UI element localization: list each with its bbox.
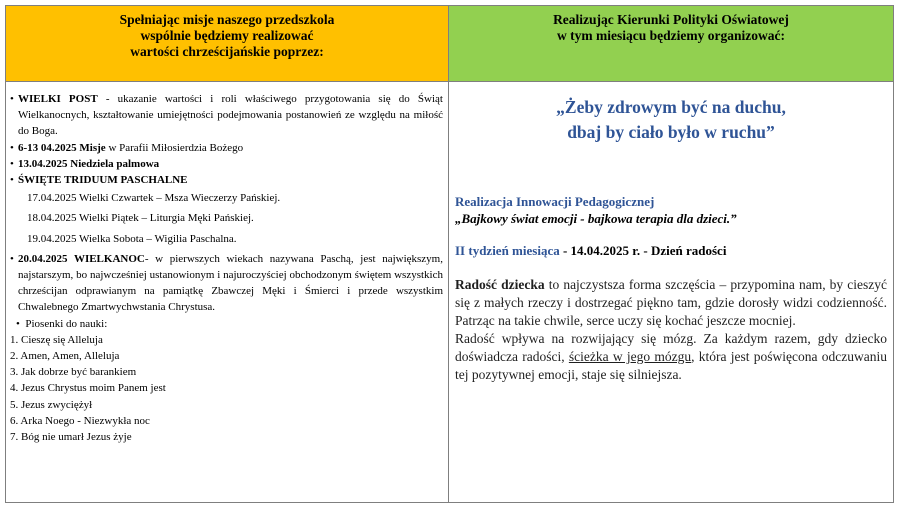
missions-text: w Parafii Miłosierdzia Bożego	[105, 141, 244, 154]
week-heading	[455, 242, 887, 259]
brain-text-b: , która jest poświęcona odczuwaniu tej pozytywnej emocji, staje się silniejsza.	[455, 349, 887, 382]
document-page	[5, 5, 893, 503]
slogan-line: „Żeby zdrowym być na duchu,	[556, 97, 786, 117]
palm-sunday-title: 13.04.2025 Niedziela palmowa	[18, 157, 160, 170]
brain-path-underlined: ścieżka w jego mózgu	[568, 349, 692, 364]
right-header-line: Realizując Kierunki Polityki Oświatowej	[553, 12, 789, 27]
brain-text-a: Radość wpływa na rozwijający się mózg. Za każdym razem, gdy dziecko doświadcza radości,	[455, 331, 887, 364]
list-item-palm-sunday	[10, 156, 443, 172]
song-item: 2. Amen, Amen, Alleluja	[10, 350, 120, 363]
left-header-line: wartości chrześcijańskie poprzez:	[130, 44, 324, 59]
joy-text: to najczystsza forma szczęścia – przypomina nam, by cieszyć się z małych rzeczy i dostrzegać piękno tam, gdzie dorosły widzi codzienność. Patrząc na takie chwile, serce uczy się kochać jeszcze mocniej.	[455, 277, 888, 328]
list-item-triduum	[10, 172, 443, 188]
list-item-missions	[10, 140, 443, 156]
triduum-day: 19.04.2025 Wielka Sobota – Wigilia Paschalna.	[27, 232, 237, 245]
joy-term: Radość dziecka	[455, 277, 545, 292]
innovation-title: Realizacja Innowacji Pedagogicznej	[455, 194, 655, 209]
left-body-cell	[6, 82, 449, 503]
week-label: II tydzień miesiąca	[455, 243, 560, 258]
song-item: 7. Bóg nie umarł Jezus żyje	[10, 431, 132, 444]
lent-text: - ukazanie wartości i roli właściwego przygotowania się do Świąt Wielkanocnych, kształtowanie umiejętności podejmowania postanowień ze względu na miłość do Boga.	[18, 93, 443, 138]
song-item: 1. Cieszę się Alleluja	[10, 333, 103, 346]
song-item: 5. Jezus zwyciężył	[10, 398, 93, 411]
song-item: 6. Arka Noego - Niezwykła noc	[10, 414, 150, 427]
paragraph-joy	[455, 276, 887, 330]
bullet-icon: •	[10, 174, 14, 187]
list-item-lent	[10, 91, 443, 140]
bullet-icon: •	[10, 141, 14, 154]
song-item: 3. Jak dobrze być barankiem	[10, 366, 137, 379]
week-date: - 14.04.2025 r. -	[559, 243, 651, 258]
songs-header	[10, 316, 443, 332]
song-item: 4. Jezus Chrystus moim Panem jest	[10, 382, 166, 395]
slogan	[455, 95, 887, 145]
week-topic: Dzień radości	[650, 243, 727, 258]
lent-title: WIELKI POST	[18, 93, 98, 105]
bullet-icon: •	[10, 252, 14, 265]
bullet-icon: •	[16, 317, 20, 330]
right-header-cell	[449, 6, 894, 82]
triduum-day: 18.04.2025 Wielki Piątek – Liturgia Męki Pańskiej.	[27, 212, 254, 225]
layout-table	[5, 5, 894, 503]
list-item-easter	[10, 251, 443, 316]
bullet-icon: •	[10, 93, 14, 105]
paragraph-brain	[455, 330, 887, 384]
easter-text: - w pierwszych wiekach nazywana Paschą, jest największym, najstarszym, bo najwcześniej ustanowionym i najuroczyściej obchodzonym świętem wszystkich chrześcijan odprawianym na pamiątkę Zbawczej Męki i Śmierci i przede wszystkim Chwalebnego Zmartwychwstania Chrystusa.	[18, 252, 443, 314]
triduum-title: ŚWIĘTE TRIDUUM PASCHALNE	[18, 174, 188, 187]
missions-title: 6-13 04.2025 Misje	[18, 141, 106, 154]
left-header-cell	[6, 6, 449, 82]
innovation-subtitle: „Bajkowy świat emocji - bajkowa terapia dla dzieci.”	[455, 211, 737, 226]
right-header-line: w tym miesiącu będziemy organizować:	[557, 28, 785, 43]
left-header-line: Spełniając misje naszego przedszkola	[119, 12, 335, 27]
slogan-line: dbaj by ciało było w ruchu”	[567, 122, 775, 142]
songs-header-label: Piosenki do nauki:	[25, 317, 108, 330]
easter-title: 20.04.2025 WIELKANOC	[18, 252, 145, 265]
right-body-cell	[449, 82, 894, 503]
triduum-day: 17.04.2025 Wielki Czwartek – Msza Wieczerzy Pańskiej.	[27, 192, 281, 205]
left-header-line: wspólnie będziemy realizować	[140, 28, 314, 43]
bullet-icon: •	[10, 157, 14, 170]
